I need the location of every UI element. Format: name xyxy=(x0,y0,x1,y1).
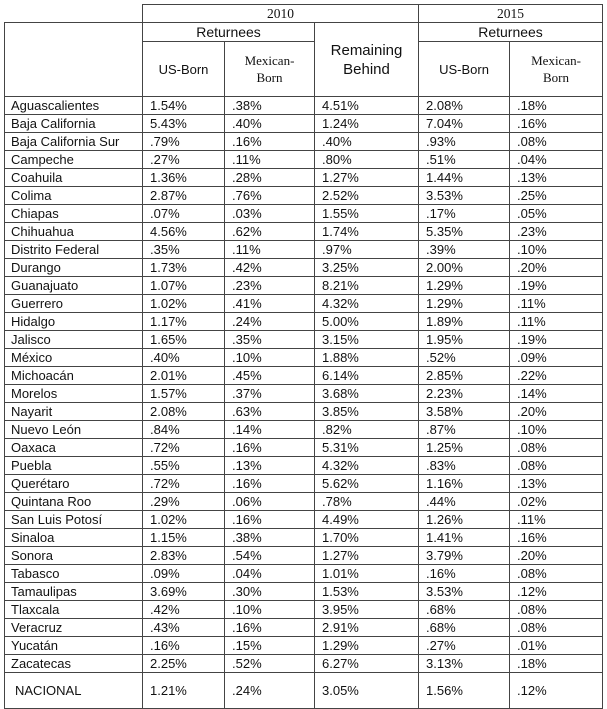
us-born-2010-cell: 1.36% xyxy=(143,169,225,187)
us-born-2010-cell: 1.15% xyxy=(143,529,225,547)
year-2010-header: 2010 xyxy=(143,5,419,23)
table-row xyxy=(5,529,603,547)
table-row xyxy=(5,133,603,151)
table-row xyxy=(5,655,603,673)
remaining-behind-2010-cell: 1.74% xyxy=(315,223,419,241)
mexican-born-2010-cell: .16% xyxy=(225,133,315,151)
mexican-born-2010-cell: .62% xyxy=(225,223,315,241)
table-row xyxy=(5,349,603,367)
us-born-2010-cell: .35% xyxy=(143,241,225,259)
mexican-born-2010-cell: .03% xyxy=(225,205,315,223)
remaining-behind-2010-cell: 4.51% xyxy=(315,97,419,115)
mexican-born-2010-cell: .16% xyxy=(225,619,315,637)
state-cell: Morelos xyxy=(5,385,143,403)
state-cell: Campeche xyxy=(5,151,143,169)
remaining-behind-2010-cell: 1.55% xyxy=(315,205,419,223)
mexican-born-2015-cell: .01% xyxy=(510,637,603,655)
us-born-2015-cell: .93% xyxy=(419,133,510,151)
mexican-born-2010-cell: .10% xyxy=(225,601,315,619)
us-born-2010-cell: .09% xyxy=(143,565,225,583)
us-born-2015-cell: 1.29% xyxy=(419,295,510,313)
table-row xyxy=(5,565,603,583)
table-row xyxy=(5,601,603,619)
mexican-born-2015-cell: .25% xyxy=(510,187,603,205)
state-cell: Chiapas xyxy=(5,205,143,223)
corner-cell xyxy=(5,5,143,23)
us-born-2010-cell: .07% xyxy=(143,205,225,223)
us-born-2015-cell: 1.25% xyxy=(419,439,510,457)
state-cell: Zacatecas xyxy=(5,655,143,673)
remaining-behind-2010-cell: .97% xyxy=(315,241,419,259)
remaining-behind-2010-cell: 6.14% xyxy=(315,367,419,385)
state-cell: Chihuahua xyxy=(5,223,143,241)
mexican-born-2015-cell: .11% xyxy=(510,313,603,331)
mexican-born-2010-cell: .15% xyxy=(225,637,315,655)
mexican-born-2010-cell: .38% xyxy=(225,97,315,115)
us-born-2015-cell: 1.26% xyxy=(419,511,510,529)
mexican-born-2010-cell: .54% xyxy=(225,547,315,565)
us-born-2015-cell: .51% xyxy=(419,151,510,169)
us-born-2010-cell: .42% xyxy=(143,601,225,619)
mexican-born-2015-cell: .08% xyxy=(510,439,603,457)
remaining-behind-2010-cell: 4.49% xyxy=(315,511,419,529)
mexican-born-2015-cell: .19% xyxy=(510,331,603,349)
us-born-2015-header: US-Born xyxy=(419,42,510,97)
state-cell: México xyxy=(5,349,143,367)
us-born-2010-cell: 2.87% xyxy=(143,187,225,205)
us-born-2015-cell: .52% xyxy=(419,349,510,367)
state-cell: Baja California xyxy=(5,115,143,133)
mexican-born-2010-cell: .16% xyxy=(225,439,315,457)
us-born-2015-cell: 2.08% xyxy=(419,97,510,115)
mexican-born-2010-cell: .41% xyxy=(225,295,315,313)
table-row xyxy=(5,115,603,133)
mexican-born-2015-cell: .02% xyxy=(510,493,603,511)
mexican-born-2015-cell: .08% xyxy=(510,457,603,475)
state-cell: Tlaxcala xyxy=(5,601,143,619)
remaining-behind-2010-cell: 1.01% xyxy=(315,565,419,583)
table-row xyxy=(5,223,603,241)
remaining-behind-header xyxy=(315,23,419,97)
remaining-behind-2010-cell: 4.32% xyxy=(315,295,419,313)
state-cell: Quintana Roo xyxy=(5,493,143,511)
us-born-2010-cell: .27% xyxy=(143,151,225,169)
national-us-born-2015-cell: 1.56% xyxy=(419,673,510,709)
us-born-2015-cell: 5.35% xyxy=(419,223,510,241)
state-cell: Sinaloa xyxy=(5,529,143,547)
table-row xyxy=(5,259,603,277)
us-born-2010-cell: .43% xyxy=(143,619,225,637)
us-born-2010-cell: 1.57% xyxy=(143,385,225,403)
remaining-behind-2010-cell: .78% xyxy=(315,493,419,511)
mexican-born-2010-cell: .76% xyxy=(225,187,315,205)
mexican-born-2010-cell: .24% xyxy=(225,313,315,331)
state-cell: Querétaro xyxy=(5,475,143,493)
remaining-behind-2010-cell: 4.32% xyxy=(315,457,419,475)
us-born-2015-cell: 2.00% xyxy=(419,259,510,277)
remaining-behind-2010-cell: 3.95% xyxy=(315,601,419,619)
us-born-2015-cell: 3.53% xyxy=(419,583,510,601)
mexican-born-line1: Mexican- xyxy=(531,53,581,68)
mexican-born-2015-cell: .13% xyxy=(510,169,603,187)
remaining-behind-2010-cell: 1.53% xyxy=(315,583,419,601)
mexican-born-2010-cell: .42% xyxy=(225,259,315,277)
mexican-born-2015-cell: .08% xyxy=(510,619,603,637)
remaining-behind-2010-cell: 1.29% xyxy=(315,637,419,655)
national-remaining-behind-2010-cell: 3.05% xyxy=(315,673,419,709)
mexican-born-2015-cell: .16% xyxy=(510,529,603,547)
state-cell: Nayarit xyxy=(5,403,143,421)
us-born-2015-cell: .17% xyxy=(419,205,510,223)
mexican-born-2015-cell: .23% xyxy=(510,223,603,241)
us-born-2010-cell: 1.73% xyxy=(143,259,225,277)
table-row xyxy=(5,97,603,115)
us-born-2010-cell: 1.02% xyxy=(143,295,225,313)
table-row xyxy=(5,151,603,169)
state-cell: Tamaulipas xyxy=(5,583,143,601)
remaining-line1: Remaining xyxy=(330,41,403,59)
mexican-born-2015-cell: .20% xyxy=(510,259,603,277)
year-2015-header: 2015 xyxy=(419,5,603,23)
state-cell: Veracruz xyxy=(5,619,143,637)
us-born-2010-cell: 1.02% xyxy=(143,511,225,529)
state-cell: Jalisco xyxy=(5,331,143,349)
remaining-line2: Behind xyxy=(343,60,390,78)
mexican-born-2010-cell: .45% xyxy=(225,367,315,385)
us-born-2015-cell: 3.53% xyxy=(419,187,510,205)
mexican-born-2015-cell: .08% xyxy=(510,565,603,583)
us-born-2015-cell: 3.58% xyxy=(419,403,510,421)
state-cell: Yucatán xyxy=(5,637,143,655)
remaining-behind-2010-cell: 1.70% xyxy=(315,529,419,547)
us-born-2015-cell: 3.13% xyxy=(419,655,510,673)
mexican-born-2010-cell: .10% xyxy=(225,349,315,367)
us-born-2010-cell: 1.07% xyxy=(143,277,225,295)
national-us-born-2010-cell: 1.21% xyxy=(143,673,225,709)
mexican-born-2015-cell: .22% xyxy=(510,367,603,385)
us-born-2010-cell: 2.83% xyxy=(143,547,225,565)
state-cell: Guanajuato xyxy=(5,277,143,295)
mexican-born-2010-cell: .04% xyxy=(225,565,315,583)
us-born-2015-cell: 7.04% xyxy=(419,115,510,133)
table-row xyxy=(5,367,603,385)
state-header xyxy=(5,23,143,97)
mexican-born-2010-cell: .35% xyxy=(225,331,315,349)
mexican-born-2015-cell: .11% xyxy=(510,511,603,529)
remaining-behind-2010-cell: 6.27% xyxy=(315,655,419,673)
us-born-2010-cell: 1.54% xyxy=(143,97,225,115)
mexican-born-line2: Born xyxy=(543,70,570,85)
mexican-born-2010-cell: .37% xyxy=(225,385,315,403)
mexican-born-2010-cell: .11% xyxy=(225,151,315,169)
us-born-2015-cell: 1.41% xyxy=(419,529,510,547)
remaining-behind-2010-cell: 3.25% xyxy=(315,259,419,277)
us-born-2010-cell: 2.08% xyxy=(143,403,225,421)
us-born-2015-cell: 1.29% xyxy=(419,277,510,295)
table-row xyxy=(5,439,603,457)
remaining-behind-2010-cell: 8.21% xyxy=(315,277,419,295)
table-row xyxy=(5,403,603,421)
remaining-behind-2010-cell: 1.88% xyxy=(315,349,419,367)
table-row xyxy=(5,475,603,493)
us-born-2010-cell: .16% xyxy=(143,637,225,655)
us-born-2015-cell: .39% xyxy=(419,241,510,259)
state-cell: Tabasco xyxy=(5,565,143,583)
mexican-born-2010-cell: .14% xyxy=(225,421,315,439)
mexican-born-2015-cell: .08% xyxy=(510,601,603,619)
us-born-2015-cell: .27% xyxy=(419,637,510,655)
mexican-born-2010-cell: .63% xyxy=(225,403,315,421)
national-mexican-born-2015-cell: .12% xyxy=(510,673,603,709)
mexican-born-2015-cell: .05% xyxy=(510,205,603,223)
remaining-behind-2010-cell: 5.00% xyxy=(315,313,419,331)
remaining-behind-2010-cell: 3.85% xyxy=(315,403,419,421)
table-row xyxy=(5,619,603,637)
state-cell: Colima xyxy=(5,187,143,205)
table-row xyxy=(5,637,603,655)
us-born-2010-header: US-Born xyxy=(143,42,225,97)
mexican-born-2015-cell: .16% xyxy=(510,115,603,133)
mexican-born-2015-cell: .11% xyxy=(510,295,603,313)
mexican-born-2015-cell: .08% xyxy=(510,133,603,151)
us-born-2010-cell: 3.69% xyxy=(143,583,225,601)
remaining-behind-2010-cell: .80% xyxy=(315,151,419,169)
table-row xyxy=(5,169,603,187)
remaining-behind-2010-cell: .82% xyxy=(315,421,419,439)
mexican-born-2015-cell: .19% xyxy=(510,277,603,295)
us-born-2010-cell: 2.01% xyxy=(143,367,225,385)
remaining-behind-2010-cell: 2.91% xyxy=(315,619,419,637)
state-cell: San Luis Potosí xyxy=(5,511,143,529)
mexican-born-line2: Born xyxy=(256,70,283,85)
us-born-2015-cell: .16% xyxy=(419,565,510,583)
us-born-2010-cell: .84% xyxy=(143,421,225,439)
us-born-2015-cell: 2.23% xyxy=(419,385,510,403)
mexican-born-2010-cell: .16% xyxy=(225,475,315,493)
state-cell: Distrito Federal xyxy=(5,241,143,259)
mexican-born-2010-cell: .38% xyxy=(225,529,315,547)
us-born-2015-cell: 1.44% xyxy=(419,169,510,187)
mexican-born-2015-cell: .14% xyxy=(510,385,603,403)
table-row xyxy=(5,331,603,349)
us-born-2010-cell: .72% xyxy=(143,475,225,493)
mexican-born-2010-cell: .30% xyxy=(225,583,315,601)
mexican-born-2015-cell: .18% xyxy=(510,655,603,673)
table-row xyxy=(5,547,603,565)
national-row xyxy=(5,673,603,709)
mexican-born-2010-cell: .11% xyxy=(225,241,315,259)
remaining-behind-2010-cell: 2.52% xyxy=(315,187,419,205)
us-born-2010-cell: .79% xyxy=(143,133,225,151)
remaining-behind-2010-cell: .40% xyxy=(315,133,419,151)
remaining-behind-2010-cell: 1.27% xyxy=(315,169,419,187)
remaining-behind-2010-cell: 1.27% xyxy=(315,547,419,565)
state-cell: Oaxaca xyxy=(5,439,143,457)
mexican-born-2015-cell: .18% xyxy=(510,97,603,115)
us-born-2015-cell: 1.89% xyxy=(419,313,510,331)
remaining-behind-2010-cell: 1.24% xyxy=(315,115,419,133)
mexican-born-2015-header xyxy=(510,42,603,97)
state-cell: Nuevo León xyxy=(5,421,143,439)
table-row xyxy=(5,205,603,223)
table-row xyxy=(5,385,603,403)
mexican-born-line1: Mexican- xyxy=(244,53,295,68)
us-born-2015-cell: 2.85% xyxy=(419,367,510,385)
us-born-2015-cell: .87% xyxy=(419,421,510,439)
national-mexican-born-2010-cell: .24% xyxy=(225,673,315,709)
us-born-2015-cell: 1.16% xyxy=(419,475,510,493)
us-born-2010-cell: 5.43% xyxy=(143,115,225,133)
state-cell: Guerrero xyxy=(5,295,143,313)
remaining-behind-2010-cell: 3.15% xyxy=(315,331,419,349)
us-born-2015-cell: 1.95% xyxy=(419,331,510,349)
mexican-born-2015-cell: .13% xyxy=(510,475,603,493)
mexican-born-2010-header xyxy=(225,42,315,97)
us-born-2010-cell: 4.56% xyxy=(143,223,225,241)
us-born-2010-cell: 1.17% xyxy=(143,313,225,331)
us-born-2015-cell: .68% xyxy=(419,619,510,637)
us-born-2015-cell: .68% xyxy=(419,601,510,619)
mexican-born-2010-cell: .16% xyxy=(225,511,315,529)
state-cell: Hidalgo xyxy=(5,313,143,331)
national-state-cell: NACIONAL xyxy=(5,673,143,709)
us-born-2010-cell: 1.65% xyxy=(143,331,225,349)
us-born-2010-cell: .29% xyxy=(143,493,225,511)
table-row xyxy=(5,511,603,529)
mexican-born-2015-cell: .12% xyxy=(510,583,603,601)
state-cell: Aguascalientes xyxy=(5,97,143,115)
us-born-2015-cell: .83% xyxy=(419,457,510,475)
mexican-born-2015-cell: .04% xyxy=(510,151,603,169)
remaining-behind-2010-cell: 5.31% xyxy=(315,439,419,457)
table-row xyxy=(5,295,603,313)
mexican-born-2010-cell: .40% xyxy=(225,115,315,133)
table-row xyxy=(5,421,603,439)
table-row xyxy=(5,187,603,205)
mexican-born-2015-cell: .20% xyxy=(510,403,603,421)
table-row xyxy=(5,583,603,601)
returnees-2010-header: Returnees xyxy=(143,23,315,42)
state-cell: Coahuila xyxy=(5,169,143,187)
us-born-2010-cell: 2.25% xyxy=(143,655,225,673)
mexican-born-2010-cell: .06% xyxy=(225,493,315,511)
remaining-behind-2010-cell: 5.62% xyxy=(315,475,419,493)
us-born-2015-cell: .44% xyxy=(419,493,510,511)
table-row xyxy=(5,313,603,331)
mexican-born-2010-cell: .13% xyxy=(225,457,315,475)
mexican-born-2015-cell: .09% xyxy=(510,349,603,367)
mexican-born-2015-cell: .10% xyxy=(510,241,603,259)
us-born-2010-cell: .72% xyxy=(143,439,225,457)
state-cell: Puebla xyxy=(5,457,143,475)
mexican-born-2015-cell: .20% xyxy=(510,547,603,565)
us-born-2015-cell: 3.79% xyxy=(419,547,510,565)
table-row xyxy=(5,457,603,475)
mexican-born-2015-cell: .10% xyxy=(510,421,603,439)
returnees-table xyxy=(4,4,603,709)
us-born-2010-cell: .40% xyxy=(143,349,225,367)
mexican-born-2010-cell: .52% xyxy=(225,655,315,673)
mexican-born-2010-cell: .23% xyxy=(225,277,315,295)
table-row xyxy=(5,493,603,511)
state-cell: Durango xyxy=(5,259,143,277)
table-row xyxy=(5,241,603,259)
table-row xyxy=(5,277,603,295)
mexican-born-2010-cell: .28% xyxy=(225,169,315,187)
remaining-behind-2010-cell: 3.68% xyxy=(315,385,419,403)
state-cell: Baja California Sur xyxy=(5,133,143,151)
state-cell: Sonora xyxy=(5,547,143,565)
us-born-2010-cell: .55% xyxy=(143,457,225,475)
state-cell: Michoacán xyxy=(5,367,143,385)
returnees-2015-header: Returnees xyxy=(419,23,603,42)
